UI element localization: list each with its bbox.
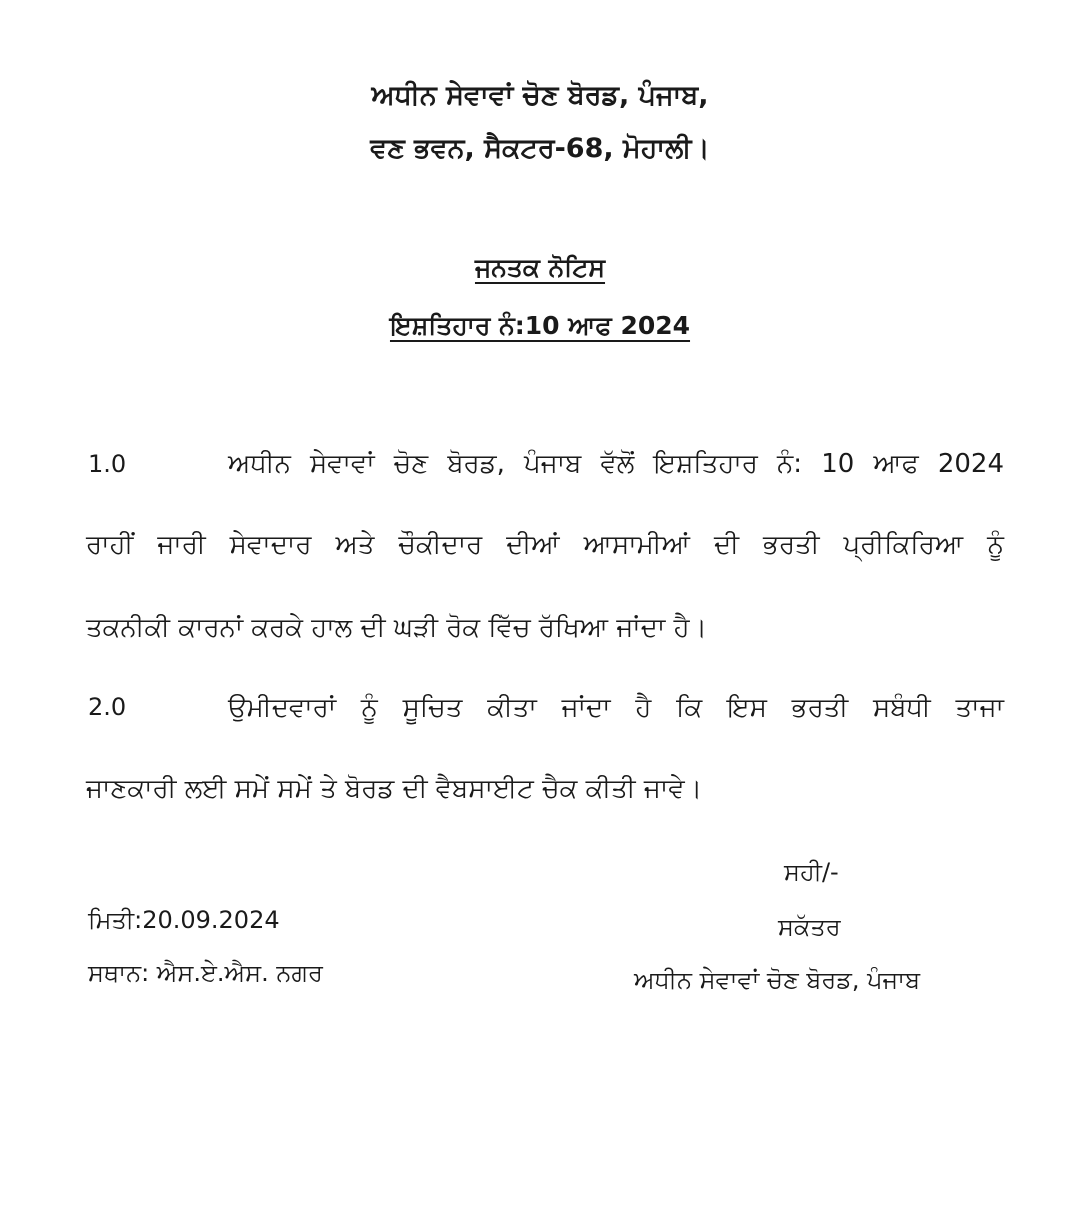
paragraph-2-line-1: ਉਮੀਦਵਾਰਾਂ ਨੂੰ ਸੂਚਿਤ ਕੀਤਾ ਜਾਂਦਾ ਹੈ ਕਿ ਇਸ ਭਰਤੀ ਸਬੰਧੀ ਤਾਜਾ	[228, 693, 1004, 723]
paragraph-1-number: 1.0	[88, 450, 127, 478]
advertisement-number: ਇਸ਼ਤਿਹਾਰ ਨੰ:10 ਆਫ 2024	[389, 311, 691, 340]
signed-mark: ਸਹੀ/-	[784, 858, 839, 886]
signatory-board: ਅਧੀਨ ਸੇਵਾਵਾਂ ਚੋਣ ਬੋਰਡ, ਪੰਜਾਬ	[634, 966, 921, 994]
paragraph-1-line-3: ਤਕਨੀਕੀ ਕਾਰਨਾਂ ਕਰਕੇ ਹਾਲ ਦੀ ਘੜੀ ਰੋਕ ਵਿੱਚ ਰੱਖਿਆ ਜਾਂਦਾ ਹੈ।	[86, 613, 708, 643]
notice-title: ਜਨਤਕ ਨੋਟਿਸ	[474, 253, 606, 282]
paragraph-1-line-1: ਅਧੀਨ ਸੇਵਾਵਾਂ ਚੋਣ ਬੋਰਡ, ਪੰਜਾਬ ਵੱਲੋਂ ਇਸ਼ਤਿਹਾਰ ਨੰ: 10 ਆਫ 2024	[228, 449, 1004, 479]
paragraph-2-line-2: ਜਾਣਕਾਰੀ ਲਈ ਸਮੇਂ ਸਮੇਂ ਤੇ ਬੋਰਡ ਦੀ ਵੈਬਸਾਈਟ ਚੈਕ ਕੀਤੀ ਜਾਵੇ।	[86, 774, 703, 804]
signatory-designation: ਸਕੱਤਰ	[778, 913, 841, 941]
board-name-heading: ਅਧੀਨ ਸੇਵਾਵਾਂ ਚੋਣ ਬੋਰਡ, ਪੰਜਾਬ,	[371, 80, 709, 111]
notice-place: ਸਥਾਨ: ਐਸ.ਏ.ਐਸ. ਨਗਰ	[88, 959, 323, 987]
notice-date: ਮਿਤੀ:20.09.2024	[88, 906, 280, 934]
paragraph-1-line-2: ਰਾਹੀਂ ਜਾਰੀ ਸੇਵਾਦਾਰ ਅਤੇ ਚੌਕੀਦਾਰ ਦੀਆਂ ਆਸਾਮੀਆਂ ਦੀ ਭਰਤੀ ਪ੍ਰੀਕਿਰਿਆ ਨੂੰ	[86, 530, 1004, 560]
paragraph-2-number: 2.0	[88, 693, 127, 721]
board-address-heading: ਵਣ ਭਵਨ, ਸੈਕਟਰ-68, ਮੋਹਾਲੀ।	[370, 133, 710, 164]
